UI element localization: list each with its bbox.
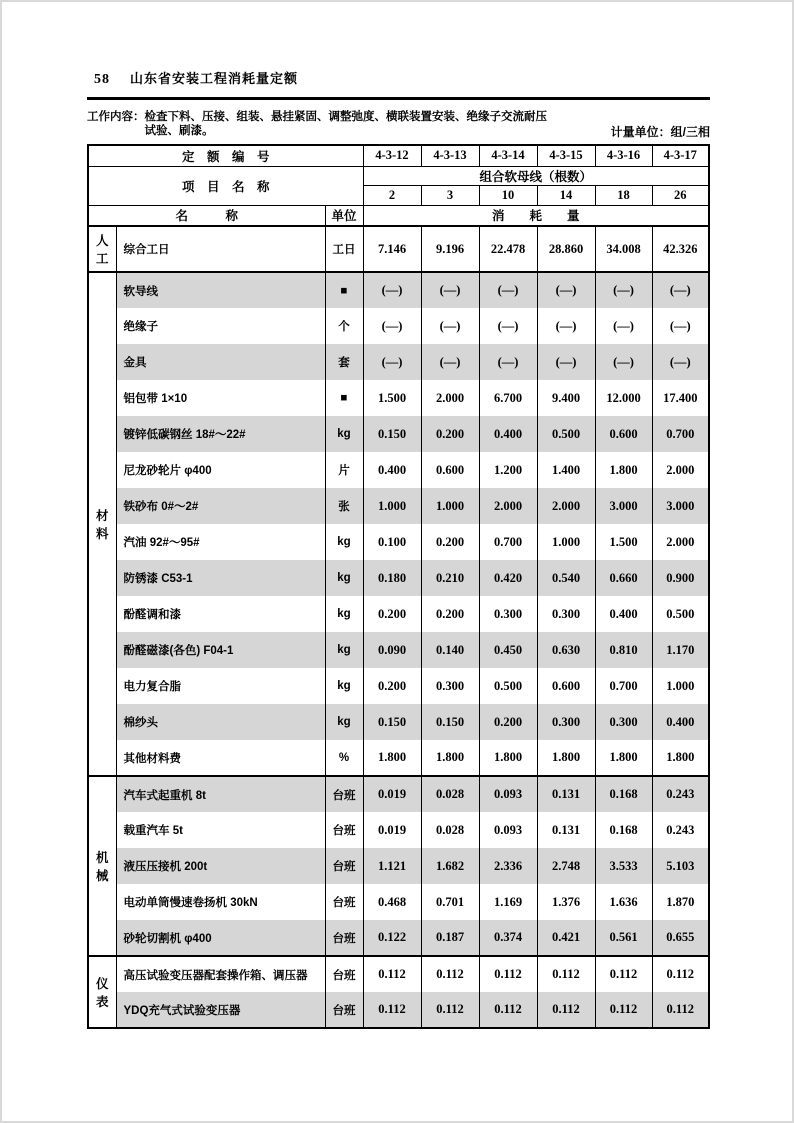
value-cell: 0.093 — [479, 776, 537, 812]
table-row — [88, 560, 709, 596]
section-label-labor — [88, 226, 116, 272]
value-cell: (—) — [479, 308, 537, 344]
value-cell: 0.112 — [652, 956, 709, 992]
value-cell: 1.000 — [363, 488, 421, 524]
value-cell: 12.000 — [595, 380, 652, 416]
unit-cell: kg — [325, 560, 363, 596]
value-cell: 1.000 — [537, 524, 595, 560]
value-cell: 0.090 — [363, 632, 421, 668]
value-cell: (—) — [537, 308, 595, 344]
value-cell: 0.600 — [421, 452, 479, 488]
unit-cell: 台班 — [325, 812, 363, 848]
quota-code: 4-3-17 — [652, 145, 709, 166]
value-cell: 1.800 — [479, 740, 537, 776]
value-cell: 0.700 — [652, 416, 709, 452]
unit-cell: 台班 — [325, 956, 363, 992]
root-count: 26 — [652, 185, 709, 205]
value-cell: (—) — [421, 344, 479, 380]
value-cell: 0.243 — [652, 776, 709, 812]
quota-number-label: 定 额 编 号 — [88, 145, 363, 166]
value-cell: (—) — [537, 272, 595, 308]
quota-code: 4-3-14 — [479, 145, 537, 166]
value-cell: 0.400 — [479, 416, 537, 452]
value-cell: (—) — [652, 308, 709, 344]
measure-unit: 计量单位：组/三相 — [610, 125, 710, 139]
table-row — [88, 226, 709, 272]
value-cell: 1.800 — [595, 740, 652, 776]
table-row — [88, 344, 709, 380]
value-cell: 0.093 — [479, 812, 537, 848]
value-cell: 0.112 — [537, 992, 595, 1028]
value-cell: 1.800 — [652, 740, 709, 776]
value-cell: 6.700 — [479, 380, 537, 416]
value-cell: 0.655 — [652, 920, 709, 956]
value-cell: 2.336 — [479, 848, 537, 884]
value-cell: 0.100 — [363, 524, 421, 560]
root-count: 18 — [595, 185, 652, 205]
value-cell: 0.112 — [595, 956, 652, 992]
work-content-line1: 检查下料、压接、组装、悬挂紧固、调整弛度、横联装置安装、绝缘子交流耐压 — [144, 111, 547, 123]
value-cell: 0.187 — [421, 920, 479, 956]
value-cell: 2.748 — [537, 848, 595, 884]
value-cell: 0.600 — [595, 416, 652, 452]
value-cell: 2.000 — [652, 524, 709, 560]
page-number: 58 — [94, 72, 110, 87]
value-cell: 0.600 — [537, 668, 595, 704]
section-label-char: 材 — [95, 509, 109, 523]
item-name-cell: 电动单筒慢速卷扬机 30kN — [116, 884, 325, 920]
table-row — [88, 992, 709, 1028]
section-label-char: 工 — [95, 252, 109, 266]
item-name-cell: YDQ充气式试验变压器 — [116, 992, 325, 1028]
value-cell: 1.169 — [479, 884, 537, 920]
value-cell: 1.800 — [595, 452, 652, 488]
value-cell: 0.112 — [421, 956, 479, 992]
unit-cell: kg — [325, 596, 363, 632]
value-cell: 0.131 — [537, 812, 595, 848]
table-row — [88, 380, 709, 416]
value-cell: (—) — [479, 272, 537, 308]
value-cell: 2.000 — [652, 452, 709, 488]
section-label-instrument — [88, 956, 116, 1028]
value-cell: 7.146 — [363, 226, 421, 272]
name-column-label: 名 称 — [88, 205, 325, 226]
value-cell: 0.112 — [537, 956, 595, 992]
value-cell: 0.300 — [537, 596, 595, 632]
value-cell: 0.500 — [537, 416, 595, 452]
unit-cell: 台班 — [325, 776, 363, 812]
value-cell: 0.420 — [479, 560, 537, 596]
work-content-line2: 试验、刷漆。 — [144, 125, 214, 137]
value-cell: 0.112 — [479, 956, 537, 992]
value-cell: 1.376 — [537, 884, 595, 920]
unit-cell: kg — [325, 668, 363, 704]
value-cell: 0.660 — [595, 560, 652, 596]
quota-table — [87, 144, 710, 1029]
item-name-cell: 酚醛磁漆(各色) F04-1 — [116, 632, 325, 668]
value-cell: 1.200 — [479, 452, 537, 488]
value-cell: 0.468 — [363, 884, 421, 920]
item-name-cell: 金具 — [116, 344, 325, 380]
value-cell: 0.500 — [479, 668, 537, 704]
value-cell: 1.170 — [652, 632, 709, 668]
value-cell: 0.300 — [479, 596, 537, 632]
value-cell: 0.112 — [363, 956, 421, 992]
value-cell: 0.200 — [421, 596, 479, 632]
section-label-char: 械 — [95, 869, 109, 883]
table-row — [88, 308, 709, 344]
value-cell: 1.121 — [363, 848, 421, 884]
unit-column-label: 单位 — [325, 205, 363, 226]
section-label-char: 机 — [95, 851, 109, 865]
table-row — [88, 596, 709, 632]
value-cell: 34.008 — [595, 226, 652, 272]
section-label-char: 人 — [95, 234, 109, 248]
quota-code: 4-3-15 — [537, 145, 595, 166]
value-cell: (—) — [421, 308, 479, 344]
value-cell: (—) — [537, 344, 595, 380]
value-cell: 0.400 — [652, 704, 709, 740]
unit-cell: 个 — [325, 308, 363, 344]
value-cell: 0.150 — [421, 704, 479, 740]
value-cell: (—) — [652, 272, 709, 308]
item-name-cell: 铁砂布 0#～2# — [116, 488, 325, 524]
item-name-cell: 汽车式起重机 8t — [116, 776, 325, 812]
item-name-cell: 镀锌低碳钢丝 18#～22# — [116, 416, 325, 452]
item-name-cell: 软导线 — [116, 272, 325, 308]
value-cell: 22.478 — [479, 226, 537, 272]
value-cell: 1.800 — [421, 740, 479, 776]
value-cell: 0.300 — [595, 704, 652, 740]
value-cell: 28.860 — [537, 226, 595, 272]
value-cell: 1.800 — [363, 740, 421, 776]
document-title: 山东省安装工程消耗量定额 — [130, 71, 299, 86]
value-cell: 1.636 — [595, 884, 652, 920]
value-cell: 1.500 — [595, 524, 652, 560]
value-cell: 0.701 — [421, 884, 479, 920]
value-cell: 0.243 — [652, 812, 709, 848]
table-row — [88, 956, 709, 992]
section-label-char: 表 — [95, 995, 109, 1009]
header-row-columns — [88, 205, 709, 226]
root-count: 14 — [537, 185, 595, 205]
unit-cell: 张 — [325, 488, 363, 524]
value-cell: 1.800 — [537, 740, 595, 776]
item-name-cell: 载重汽车 5t — [116, 812, 325, 848]
value-cell: 0.150 — [363, 416, 421, 452]
value-cell: (—) — [652, 344, 709, 380]
consumption-column-label: 消 耗 量 — [363, 205, 709, 226]
header-row-group — [88, 166, 709, 185]
unit-cell: 工日 — [325, 226, 363, 272]
value-cell: 0.500 — [652, 596, 709, 632]
item-name-cell: 防锈漆 C53-1 — [116, 560, 325, 596]
value-cell: 2.000 — [479, 488, 537, 524]
value-cell: 0.300 — [421, 668, 479, 704]
unit-cell: 台班 — [325, 920, 363, 956]
quota-code: 4-3-16 — [595, 145, 652, 166]
value-cell: (—) — [595, 344, 652, 380]
value-cell: 0.180 — [363, 560, 421, 596]
value-cell: 1.870 — [652, 884, 709, 920]
value-cell: (—) — [595, 308, 652, 344]
page-header — [94, 68, 298, 88]
value-cell: 0.540 — [537, 560, 595, 596]
item-name-cell: 电力复合脂 — [116, 668, 325, 704]
value-cell: 0.122 — [363, 920, 421, 956]
section-label-char: 料 — [95, 527, 109, 541]
table-row — [88, 920, 709, 956]
value-cell: 0.630 — [537, 632, 595, 668]
unit-cell: 台班 — [325, 884, 363, 920]
value-cell: 0.168 — [595, 812, 652, 848]
unit-cell: 台班 — [325, 992, 363, 1028]
value-cell: 0.112 — [363, 992, 421, 1028]
root-count: 3 — [421, 185, 479, 205]
item-name-cell: 砂轮切割机 φ400 — [116, 920, 325, 956]
unit-cell: 套 — [325, 344, 363, 380]
value-cell: 2.000 — [537, 488, 595, 524]
value-cell: (—) — [479, 344, 537, 380]
item-name-cell: 汽油 92#～95# — [116, 524, 325, 560]
value-cell: 0.200 — [363, 596, 421, 632]
value-cell: 0.112 — [479, 992, 537, 1028]
section-label-machine — [88, 776, 116, 956]
table-row — [88, 632, 709, 668]
table-row — [88, 848, 709, 884]
work-content-label: 工作内容： — [87, 111, 145, 123]
value-cell: 1.500 — [363, 380, 421, 416]
value-cell: 0.168 — [595, 776, 652, 812]
value-cell: 9.196 — [421, 226, 479, 272]
value-cell: 0.112 — [652, 992, 709, 1028]
header-row-codes — [88, 145, 709, 166]
work-content — [87, 110, 710, 138]
value-cell: 0.019 — [363, 812, 421, 848]
item-name-cell: 液压压接机 200t — [116, 848, 325, 884]
value-cell: 1.682 — [421, 848, 479, 884]
unit-cell: 台班 — [325, 848, 363, 884]
value-cell: 0.112 — [595, 992, 652, 1028]
unit-cell: kg — [325, 704, 363, 740]
unit-cell: % — [325, 740, 363, 776]
root-count: 10 — [479, 185, 537, 205]
value-cell: 0.131 — [537, 776, 595, 812]
value-cell: 0.700 — [479, 524, 537, 560]
value-cell: 3.000 — [595, 488, 652, 524]
value-cell: 0.561 — [595, 920, 652, 956]
root-count: 2 — [363, 185, 421, 205]
table-row — [88, 416, 709, 452]
value-cell: 17.400 — [652, 380, 709, 416]
work-content-text — [145, 110, 615, 138]
value-cell: 0.700 — [595, 668, 652, 704]
value-cell: 0.374 — [479, 920, 537, 956]
table-row — [88, 488, 709, 524]
header-rule — [87, 97, 710, 100]
value-cell: (—) — [363, 344, 421, 380]
item-name-cell: 高压试验变压器配套操作箱、调压器 — [116, 956, 325, 992]
item-name-cell: 其他材料费 — [116, 740, 325, 776]
value-cell: 0.200 — [421, 416, 479, 452]
table-row — [88, 740, 709, 776]
value-cell: 3.533 — [595, 848, 652, 884]
project-name-label: 项 目 名 称 — [88, 166, 363, 205]
value-cell: 0.200 — [363, 668, 421, 704]
unit-cell: ■ — [325, 272, 363, 308]
section-label-char: 仪 — [95, 977, 109, 991]
table-row — [88, 704, 709, 740]
value-cell: 0.421 — [537, 920, 595, 956]
value-cell: (—) — [363, 308, 421, 344]
value-cell: 0.028 — [421, 776, 479, 812]
section-label-material — [88, 272, 116, 776]
value-cell: 0.210 — [421, 560, 479, 596]
item-name-cell: 尼龙砂轮片 φ400 — [116, 452, 325, 488]
value-cell: 0.400 — [595, 596, 652, 632]
table-row — [88, 812, 709, 848]
quota-code: 4-3-13 — [421, 145, 479, 166]
item-name-cell: 铝包带 1×10 — [116, 380, 325, 416]
value-cell: (—) — [595, 272, 652, 308]
unit-cell: 片 — [325, 452, 363, 488]
value-cell: 0.150 — [363, 704, 421, 740]
table-row — [88, 668, 709, 704]
value-cell: 42.326 — [652, 226, 709, 272]
value-cell: 0.810 — [595, 632, 652, 668]
value-cell: (—) — [363, 272, 421, 308]
unit-cell: kg — [325, 632, 363, 668]
value-cell: 0.112 — [421, 992, 479, 1028]
table-row — [88, 776, 709, 812]
value-cell: 9.400 — [537, 380, 595, 416]
item-name-cell: 绝缘子 — [116, 308, 325, 344]
value-cell: 0.300 — [537, 704, 595, 740]
value-cell: 1.000 — [421, 488, 479, 524]
unit-cell: kg — [325, 524, 363, 560]
value-cell: 0.140 — [421, 632, 479, 668]
value-cell: 1.400 — [537, 452, 595, 488]
value-cell: 0.400 — [363, 452, 421, 488]
item-name-cell: 综合工日 — [116, 226, 325, 272]
busbar-group-label: 组合软母线（根数） — [363, 166, 709, 185]
value-cell: 0.200 — [479, 704, 537, 740]
table-row — [88, 272, 709, 308]
value-cell: 2.000 — [421, 380, 479, 416]
table-row — [88, 452, 709, 488]
value-cell: (—) — [421, 272, 479, 308]
item-name-cell: 酚醛调和漆 — [116, 596, 325, 632]
table-row — [88, 524, 709, 560]
item-name-cell: 棉纱头 — [116, 704, 325, 740]
value-cell: 0.450 — [479, 632, 537, 668]
unit-cell: kg — [325, 416, 363, 452]
value-cell: 0.019 — [363, 776, 421, 812]
table-row — [88, 884, 709, 920]
value-cell: 0.200 — [421, 524, 479, 560]
unit-cell: ■ — [325, 380, 363, 416]
value-cell: 3.000 — [652, 488, 709, 524]
value-cell: 1.000 — [652, 668, 709, 704]
value-cell: 0.900 — [652, 560, 709, 596]
value-cell: 0.028 — [421, 812, 479, 848]
value-cell: 5.103 — [652, 848, 709, 884]
quota-code: 4-3-12 — [363, 145, 421, 166]
